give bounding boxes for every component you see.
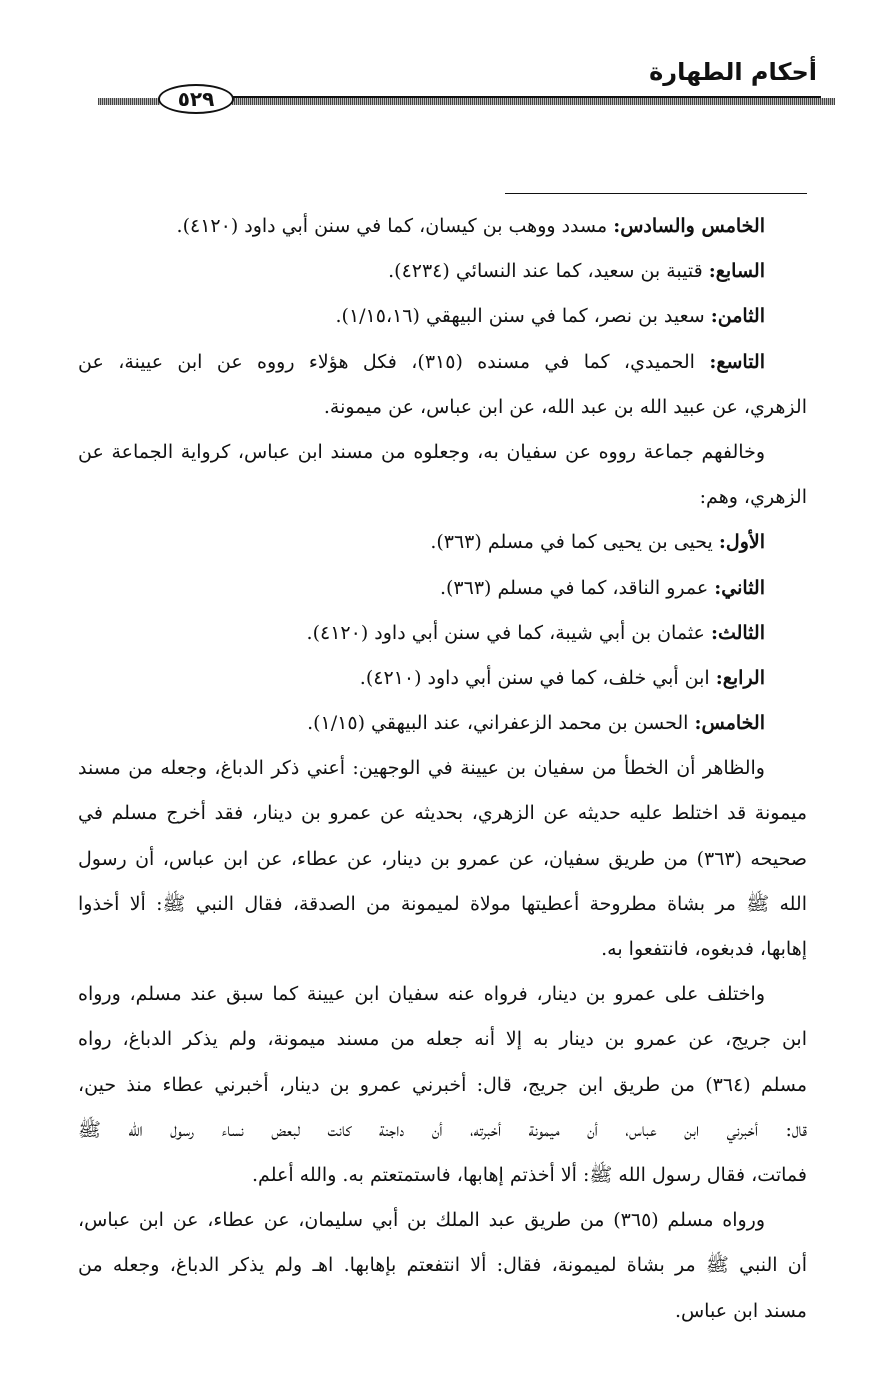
text-line — [78, 1153, 807, 1198]
line-text: أن النبي ﷺ مر بشاة لميمونة، فقال: ألا انتفعتم بإهابها. اهـ ولم يذكر الدباغ، وجعله من — [78, 1254, 807, 1277]
header-rule-hatched-right — [232, 98, 835, 105]
text-line — [78, 837, 807, 882]
text-line — [78, 204, 807, 249]
text-line — [78, 972, 807, 1017]
line-text: قال: أخبرني ابن عباس، أن ميمونة أخبرته، أن داجنة كانت لبعض نساء رسول الله ﷺ — [78, 1118, 807, 1141]
text-line — [78, 882, 807, 927]
line-text: ميمونة قد اختلط عليه حديثه عن الزهري، بحديثه عن عمرو بن دينار، فقد أخرج مسلم في — [78, 802, 807, 825]
text-line — [78, 611, 807, 656]
line-text: فماتت، فقال رسول الله ﷺ: ألا أخذتم إهابها، فاستمتعتم به. والله أعلم. — [252, 1163, 807, 1186]
text-line — [78, 656, 807, 701]
line-text: يحيى بن يحيى كما في مسلم (٣٦٣). — [430, 531, 719, 554]
line-label: الثامن: — [710, 305, 765, 328]
line-text: مسلم (٣٦٤) من طريق ابن جريج، قال: أخبرني عمرو بن دينار، أخبرني عطاء منذ حين، — [78, 1073, 807, 1096]
line-text: ابن جريج، عن عمرو بن دينار به إلا أنه جعله من مسند ميمونة، ولم يذكر الدباغ، رواه — [78, 1028, 807, 1051]
line-label: الخامس والسادس: — [613, 215, 765, 237]
text-line — [78, 701, 807, 746]
running-title: أحكام الطهارة — [649, 58, 817, 86]
line-text: عثمان بن أبي شيبة، كما في سنن أبي داود (٤١٢٠). — [306, 621, 711, 644]
text-line — [78, 249, 807, 294]
line-text: مسند ابن عباس. — [674, 1299, 807, 1322]
text-line — [78, 1243, 807, 1288]
text-line — [78, 566, 807, 611]
line-text: سعيد بن نصر، كما في سنن البيهقي (١/١٥،١٦). — [335, 305, 711, 328]
line-text: الحسن بن محمد الزعفراني، عند البيهقي (١/١٥). — [307, 712, 695, 735]
line-label: الخامس: — [694, 712, 765, 735]
text-line — [78, 1289, 807, 1334]
footnote-text — [78, 204, 807, 1334]
text-line — [78, 385, 807, 430]
line-text: ورواه مسلم (٣٦٥) من طريق عبد الملك بن أبي سليمان، عن عطاء، عن ابن عباس، — [78, 1209, 765, 1232]
text-line — [78, 1198, 807, 1243]
line-text: مسدد ووهب بن كيسان، كما في سنن أبي داود (٤١٢٠). — [176, 215, 614, 237]
text-line — [78, 520, 807, 565]
line-text: الزهري، وهم: — [699, 486, 807, 509]
text-line — [78, 791, 807, 836]
line-text: قتيبة بن سعيد، كما عند النسائي (٤٢٣٤). — [388, 260, 709, 283]
line-text: الحميدي، كما في مسنده (٣١٥)، فكل هؤلاء رووه عن ابن عيينة، عن — [78, 350, 710, 373]
text-line — [78, 746, 807, 791]
header-rule-hatched-left — [98, 98, 160, 105]
text-line — [78, 475, 807, 520]
line-text: صحيحه (٣٦٣) من طريق سفيان، عن عمرو بن دينار، عن عطاء، عن ابن عباس، أن رسول — [78, 847, 807, 870]
line-label: الأول: — [718, 531, 765, 554]
line-text: ابن أبي خلف، كما في سنن أبي داود (٤٢١٠). — [359, 666, 716, 689]
line-label: الثاني: — [714, 576, 765, 599]
text-line — [78, 1017, 807, 1062]
line-label: الثالث: — [710, 621, 765, 644]
line-label: الرابع: — [715, 666, 765, 689]
text-line — [78, 340, 807, 385]
line-text: والظاهر أن الخطأ من سفيان بن عيينة في الوجهين: أعني ذكر الدباغ، وجعله من مسند — [78, 757, 765, 780]
line-text: وخالفهم جماعة رووه عن سفيان به، وجعلوه من مسند ابن عباس، كرواية الجماعة عن — [78, 440, 765, 463]
line-text: عمرو الناقد، كما في مسلم (٣٦٣). — [439, 576, 715, 599]
line-text: واختلف على عمرو بن دينار، فرواه عنه سفيان ابن عيينة كما سبق عند مسلم، ورواه — [78, 983, 765, 1006]
line-text: الله ﷺ مر بشاة مطروحة أعطيتها مولاة لميمونة من الصدقة، فقال النبي ﷺ: ألا أخذوا — [78, 892, 807, 915]
text-line — [78, 927, 807, 972]
text-line — [78, 1108, 807, 1153]
line-text: إهابها، فدبغوه، فانتفعوا به. — [601, 938, 807, 960]
text-line — [78, 294, 807, 339]
line-label: التاسع: — [709, 350, 765, 373]
line-text: الزهري، عن عبيد الله بن عبد الله، عن ابن عباس، عن ميمونة. — [323, 395, 807, 418]
text-line — [78, 430, 807, 475]
footnote-separator — [505, 193, 807, 194]
page-number: ٥٢٩ — [158, 84, 234, 114]
text-line — [78, 1063, 807, 1108]
line-label: السابع: — [708, 260, 765, 283]
